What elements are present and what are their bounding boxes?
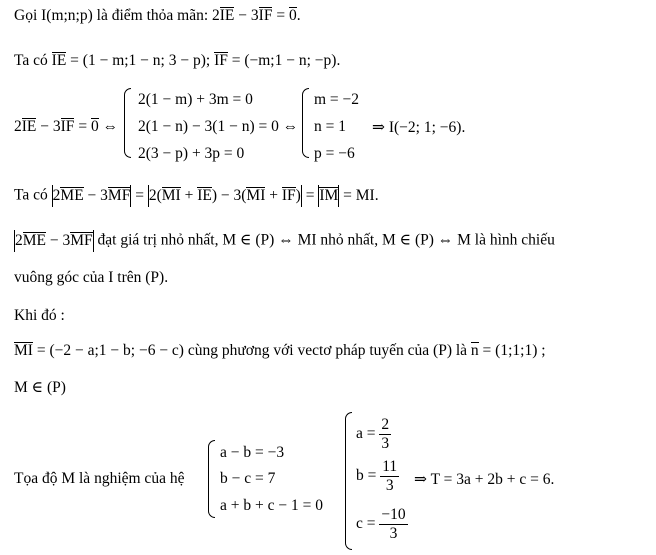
solution-a [356,416,391,453]
text: = (1;1;1) ; [478,342,546,359]
system-1-result: ⇒ I(−2; 1; −6). [372,119,466,136]
vector-equation: 2IE − 3IF = 0. [212,7,301,24]
brace [302,88,309,158]
line-1 [14,7,301,25]
vector-MI: MI [14,342,33,359]
system-1-lhs: 2IE − 3IF = 0 ⇔ [14,118,119,135]
line-6: vuông góc của I trên (P). [14,269,169,286]
solution-c [356,506,408,543]
system-1-row: 2(3 − p) + 3p = 0 [138,145,245,162]
point-I: I(m;n;p) [41,7,93,24]
system-2-row: a − b = −3 [220,444,285,461]
system-2-result: ⇒ T = 3a + 2b + c = 6. [414,471,555,488]
text: đạt giá trị nhỏ nhất, M ∈ (P) ⇔ MI nhỏ nhất, M ∈ (P) ⇔ M là hình chiếu [93,231,555,249]
text: = (1 − m;1 − n; 3 − p); [66,52,215,69]
line-8 [14,342,546,360]
line-2 [14,52,340,70]
system-1-solution: p = −6 [314,145,355,162]
line-7: Khi đó : [14,307,65,324]
system-1-solution: n = 1 [314,118,346,135]
variable: a = [356,425,376,443]
line-5 [14,230,555,252]
fraction: $\frac{2}{3}$ [381,416,390,452]
solution-b [356,458,399,495]
vector-IF: IF [214,52,228,69]
modulus-expression: 2ME − 3MF [14,232,94,249]
text: = (−m;1 − n; −p). [227,52,341,69]
variable: c = [356,515,376,533]
system-2-row: b − c = 7 [220,470,276,487]
modulus-expression: 2ME − 3MF = 2(MI + IE) − 3(MI + IF) = IM = MI. [52,187,379,204]
text: là điểm thỏa mãn: [92,7,213,24]
line-9: M ∈ (P) [14,379,66,396]
vector-n: n [470,342,479,359]
system-2-lhs: Tọa độ M là nghiệm của hệ [14,470,185,487]
line-4 [14,185,379,207]
system-1-row: 2(1 − m) + 3m = 0 [138,91,253,108]
fraction: $\frac{11}{3}$ [382,458,398,494]
system-2-row: a + b + c − 1 = 0 [220,497,323,514]
fraction: $\frac{-10}{3}$ [381,506,406,542]
text: = (−2 − a;1 − b; −6 − c) cùng phương với vectơ pháp tuyến của (P) là [32,342,471,359]
system-1-row: 2(1 − n) − 3(1 − n) = 0 ⇔ [138,118,299,135]
brace [124,88,131,158]
variable: b = [356,467,377,485]
text: Ta có [14,52,52,69]
text: Gọi [14,7,42,24]
vector-IE: IE [51,52,67,69]
brace [208,440,215,518]
text: Ta có [14,186,52,204]
system-1-solution: m = −2 [314,91,360,108]
brace [345,412,352,550]
